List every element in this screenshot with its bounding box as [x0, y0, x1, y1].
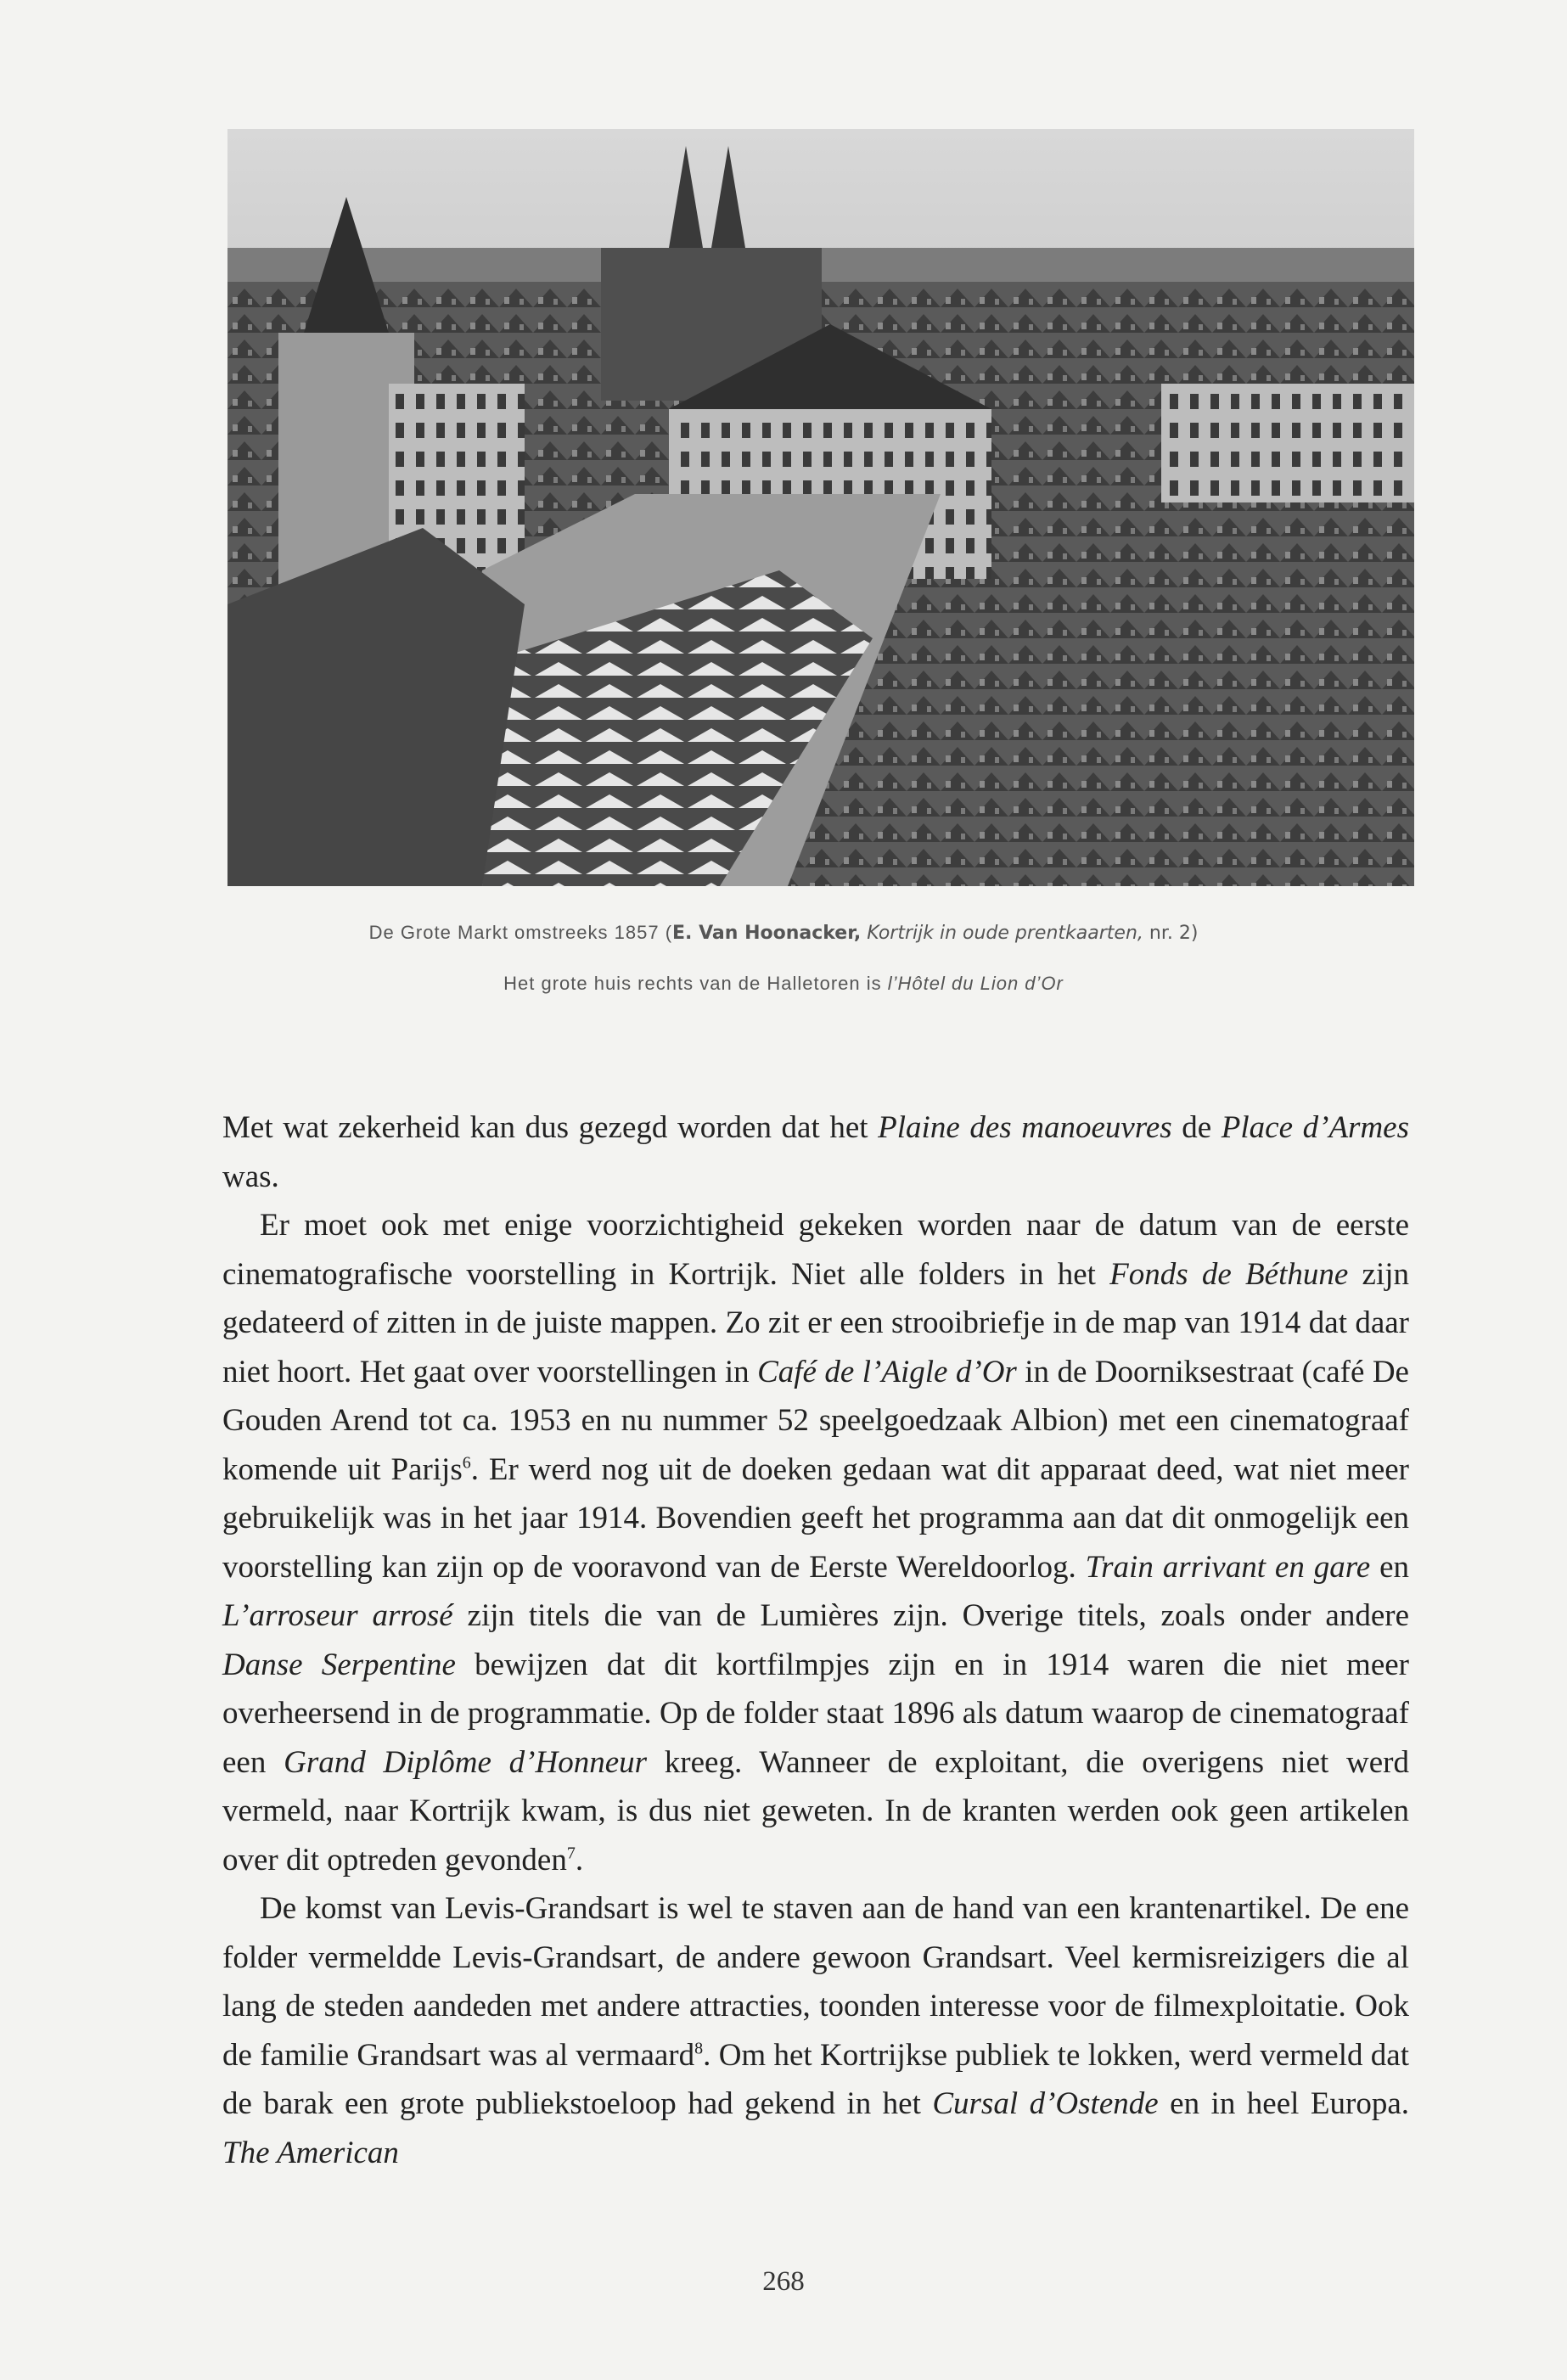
p2-text: . Er werd nog uit de doeken gedaan wat dit apparaat deed, wat niet meer gebruikelijk was in het jaar 1914. Bovendien geeft het programma aan dat dit onmogelijk een voorstelling kan zijn op de vooravond van de Eerste Wereldoorlog.: [222, 1451, 1409, 1585]
caption-credit: [672, 923, 1198, 944]
p2-italic: Café de l’Aigle d’Or: [757, 1354, 1017, 1389]
p2-text: in de Doorniksestraat (café De Gouden Arend tot ca. 1953 en nu nummer 52 speelgoedzaak Albion) met een cinematograaf komende uit Parijs: [222, 1354, 1409, 1487]
p2-italic: Grand Diplôme d’Honneur: [284, 1744, 648, 1780]
p1-italic: Place d’Armes: [1221, 1110, 1409, 1145]
p3-text: . Om het Kortrijkse publiek te lokken, werd vermeld dat de barak een grote publiekstoeloop had gekend in het: [222, 2037, 1409, 2121]
caption-number: nr. 2): [1143, 923, 1199, 944]
p2-text: .: [575, 1842, 584, 1878]
photo-caption-line-1: [0, 922, 1567, 944]
paragraph-1: [222, 1103, 1409, 1201]
footnote-ref: 6: [462, 1453, 471, 1473]
p2-text: zijn gedateerd of zitten in de juiste mappen. Zo zit er een strooibriefje in de map van 1914 dat daar niet hoort. Het gaat over voorstellingen in: [222, 1256, 1409, 1389]
footnote-ref: 7: [566, 1844, 576, 1863]
p1-italic: Plaine des manoeuvres: [878, 1110, 1172, 1145]
caption-text-2: Het grote huis rechts van de Halletoren is: [503, 973, 888, 994]
p2-italic: Train arrivant en gare: [1085, 1549, 1371, 1585]
p1-text: de: [1171, 1110, 1222, 1145]
p2-text: bewijzen dat dit kortfilmpjes zijn en in 1914 waren die niet meer overheersend in de programmatie. Op de folder staat 1896 als datum waarop de cinematograaf een: [222, 1647, 1409, 1780]
p2-text: Er moet ook met enige voorzichtigheid gekeken worden naar de datum van de eerste cinematografische voorstelling in Kortrijk. Niet alle folders in het: [222, 1208, 1409, 1292]
p3-italic: Cursal d’Ostende: [932, 2086, 1159, 2121]
p1-text: was.: [222, 1159, 279, 1194]
footnote-ref: 8: [694, 2039, 704, 2058]
p2-italic: L’arroseur arrosé: [222, 1598, 453, 1633]
p2-text: kreeg. Wanneer de exploitant, die overigens niet werd vermeld, naar Kortrijk kwam, is dus niet geweten. In de kranten werden ook geen artikelen over dit optreden gevonden: [222, 1744, 1409, 1878]
p3-italic: The American: [222, 2135, 399, 2170]
page-number: 268: [762, 2266, 805, 2297]
p3-text: De komst van Levis-Grandsart is wel te staven aan de hand van een krantenartikel. De ene folder vermeldde Levis-Grandsart, de andere gewoon Grandsart. Veel kermisreizigers die al lang de steden aandeden met andere attracties, toonden interesse voor de filmexploitatie. Ook de familie Grandsart was al vermaard: [222, 1891, 1409, 2073]
caption-source: Kortrijk in oude prentkaarten,: [867, 923, 1143, 944]
paragraph-3: [222, 1884, 1409, 2177]
caption-hotel-name: l’Hôtel du Lion d’Or: [887, 973, 1064, 994]
p1-text: Met wat zekerheid kan dus gezegd worden dat het: [222, 1110, 879, 1145]
historic-photo-grote-markt: [227, 129, 1414, 886]
paragraph-2: [222, 1201, 1409, 1884]
p2-text: zijn titels die van de Lumières zijn. Overige titels, zoals onder andere: [452, 1598, 1410, 1633]
p2-text: en: [1370, 1549, 1409, 1585]
p2-italic: Fonds de Béthune: [1109, 1256, 1349, 1292]
photo-caption-line-2: [0, 973, 1567, 995]
photo-illustration: [227, 129, 1414, 886]
p2-italic: Danse Serpentine: [222, 1647, 456, 1682]
caption-text: De Grote Markt omstreeks 1857 (: [368, 922, 673, 943]
p3-text: en in heel Europa.: [1158, 2086, 1409, 2121]
caption-author: E. Van Hoonacker,: [672, 923, 862, 944]
